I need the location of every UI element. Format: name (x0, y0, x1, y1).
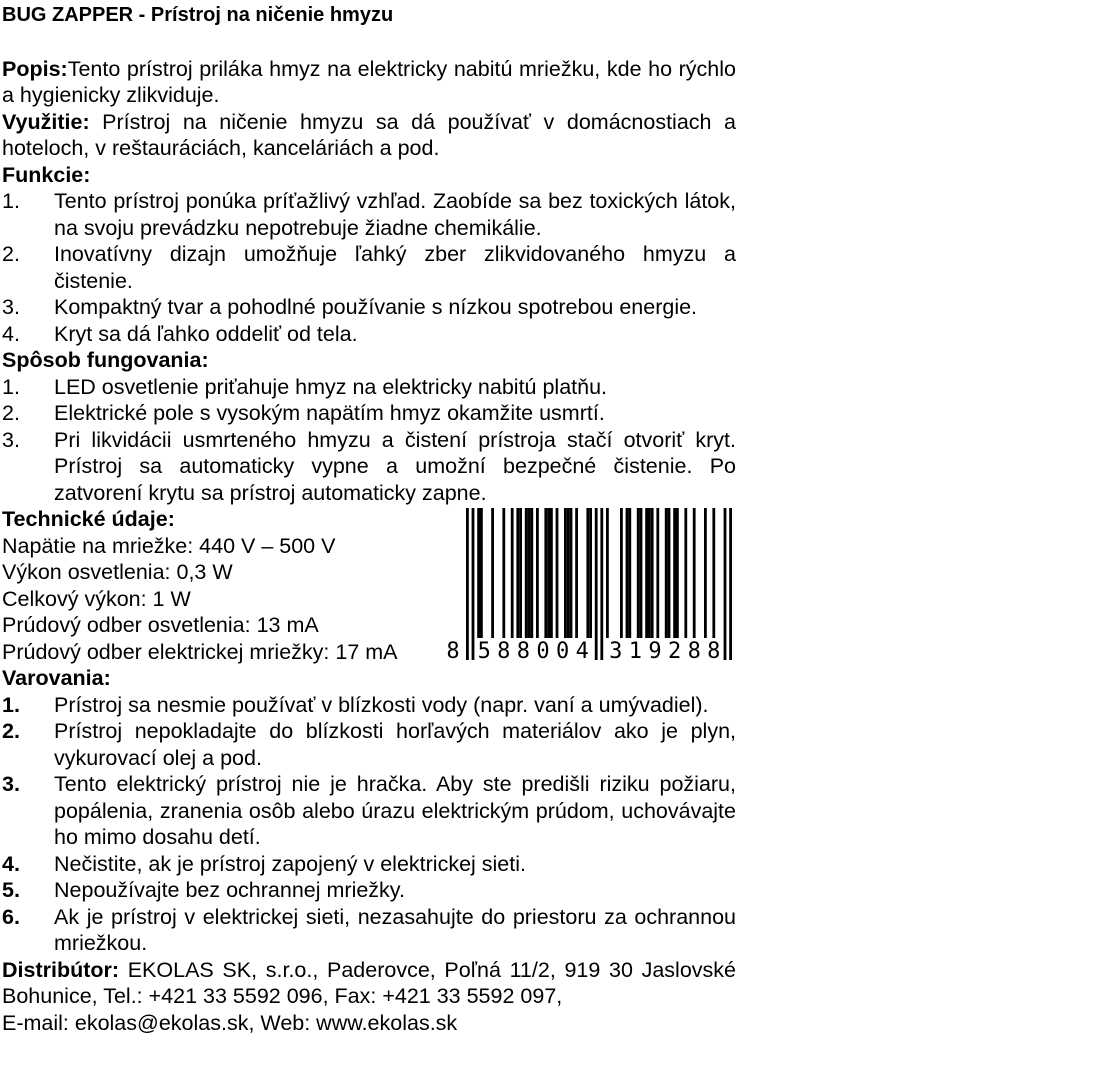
barcode-digit: 5 (477, 639, 491, 664)
varovania-heading: Varovania: (2, 666, 111, 690)
barcode-digit: 4 (575, 639, 589, 664)
barcode-digit: 8 (497, 639, 511, 664)
item-number: 2. (2, 242, 20, 266)
funkcie-list (2, 188, 736, 347)
spec-line: Celkový výkon: 1 W (2, 586, 191, 611)
document (2, 2, 736, 1036)
barcode-bar (626, 508, 629, 638)
barcode-bar (567, 508, 570, 638)
barcode-bar (586, 508, 589, 638)
barcode-guard-bar (600, 508, 603, 660)
barcode-digit: 3 (609, 639, 623, 664)
item-text: Inovatívny dizajn umožňuje ľahký zber zlikvidovaného hmyzu a čistenie. (54, 242, 736, 293)
item-text: Kryt sa dá ľahko oddeliť od tela. (54, 321, 358, 346)
barcode-bar (676, 508, 679, 638)
document-title: BUG ZAPPER - Prístroj na ničenie hmyzu (2, 4, 394, 26)
vyuzitie-paragraph (2, 109, 736, 162)
barcode-bar (528, 508, 531, 638)
list-item (2, 374, 736, 401)
item-text: Tento elektrický prístroj nie je hračka. Aby ste predišli riziku požiaru, popálenia, zranenia osôb alebo úrazu elektrickým prúdom, uchovávajte ho mimo dosahu detí. (54, 772, 736, 849)
item-number: 1. (2, 189, 20, 213)
list-item (2, 877, 736, 904)
item-text: LED osvetlenie priťahuje hmyz na elektricky nabitú platňu. (54, 374, 608, 399)
item-number: 3. (2, 427, 20, 452)
barcode-guard-bar (724, 508, 727, 660)
barcode-bar (564, 508, 567, 638)
barcode-bar (589, 508, 592, 638)
technicke-specs (2, 533, 442, 666)
list-item (2, 241, 736, 294)
barcode-guard-bar (595, 508, 598, 660)
list-item (2, 400, 736, 427)
list-item (2, 321, 736, 348)
item-number: 4. (2, 851, 20, 876)
barcode-digit: 9 (648, 639, 662, 664)
distributor-contact: E-mail: ekolas@ekolas.sk, Web: www.ekolas.sk (2, 1010, 458, 1035)
barcode-digit: 8 (446, 639, 460, 664)
list-item (2, 188, 736, 241)
popis-text: Tento prístroj priláka hmyz na elektricky nabitú mriežku, kde ho rýchlo a hygienicky zlikviduje. (2, 56, 736, 107)
item-number: 6. (2, 904, 20, 929)
item-number: 1. (2, 374, 20, 399)
list-item (2, 904, 736, 957)
item-text: Kompaktný tvar a pohodlné používanie s nízkou spotrebou energie. (54, 295, 698, 319)
barcode-bar (640, 508, 643, 638)
vyuzitie-text: Prístroj na ničenie hmyzu sa dá používať v domácnostiach a hoteloch, v reštauráciách, kanceláriách a pod. (2, 109, 736, 160)
barcode-bar (651, 508, 654, 638)
barcode-bar (656, 508, 659, 638)
varovania-list (2, 692, 736, 957)
item-number: 3. (2, 772, 20, 796)
barcode-guard-bar (729, 508, 732, 660)
sposob-heading: Spôsob fungovania: (2, 348, 209, 372)
barcode-guard-bar (466, 508, 469, 660)
barcode-bar (665, 508, 668, 638)
barcode-bar (684, 508, 687, 638)
list-item (2, 427, 736, 507)
barcode-bar (628, 508, 631, 638)
barcode-bar (556, 508, 559, 638)
barcode-digit: 8 (707, 639, 721, 664)
item-text: Ak je prístroj v elektrickej sieti, nezasahujte do priestoru za ochrannou mriežkou. (54, 904, 736, 955)
barcode-bar (606, 508, 609, 638)
item-number: 2. (2, 401, 20, 425)
list-item (2, 718, 736, 771)
barcode-bar (620, 508, 623, 638)
item-text: Prístroj nepokladajte do blízkosti horľavých materiálov ako je plyn, vykurovací olej a pod. (54, 719, 736, 770)
barcode-digit: 2 (667, 639, 682, 664)
barcode-bar (668, 508, 671, 638)
barcode-bar (570, 508, 573, 638)
barcode-bar (637, 508, 640, 638)
spec-line: Prúdový odber osvetlenia: 13 mA (2, 613, 319, 637)
spec-line: Napätie na mriežke: 440 V – 500 V (2, 533, 336, 558)
barcode-bar (511, 508, 514, 638)
barcode-bar (693, 508, 696, 638)
barcode-bar (516, 508, 519, 638)
barcode-bar (645, 508, 648, 638)
barcode-bar (480, 508, 483, 638)
popis-paragraph (2, 56, 736, 109)
barcode-digit: 8 (516, 639, 531, 664)
barcode-bar (519, 508, 522, 638)
barcode-bar (547, 508, 550, 638)
barcode-bar (477, 508, 480, 638)
barcode-guard-bar (472, 508, 475, 660)
item-number: 4. (2, 321, 20, 346)
spec-line: Prúdový odber elektrickej mriežky: 17 mA (2, 639, 398, 664)
barcode-bar (648, 508, 651, 638)
barcode-digit: 8 (687, 639, 701, 664)
barcode-bar (544, 508, 547, 638)
item-number: 3. (2, 295, 20, 319)
distributor-paragraph (2, 957, 736, 1010)
popis-label: Popis: (2, 56, 68, 81)
item-number: 1. (2, 692, 20, 717)
technical-section (2, 506, 736, 665)
list-item (2, 771, 736, 851)
distributor-label: Distribútor: (2, 957, 120, 982)
barcode-bar (525, 508, 528, 638)
barcode-bar (530, 508, 533, 638)
item-text: Prístroj sa nesmie používať v blízkosti vody (napr. vaní a umývadiel). (54, 692, 709, 717)
spec-line: Výkon osvetlenia: 0,3 W (2, 560, 233, 584)
barcode-digit: 0 (536, 639, 550, 664)
vyuzitie-label: Využitie: (2, 109, 90, 134)
barcode-bar (712, 508, 715, 638)
barcode-digit: 0 (555, 639, 570, 664)
item-text: Tento prístroj ponúka príťažlivý vzhľad. Zaobíde sa bez toxických látok, na svoju prevádzku nepotrebuje žiadne chemikálie. (54, 189, 736, 240)
item-text: Elektrické pole s vysokým napätím hmyz okamžite usmrtí. (54, 401, 605, 425)
item-text: Pri likvidácii usmrteného hmyzu a čistení prístroja stačí otvoriť kryt. Prístroj sa automaticky vypne a umožní bezpečné čistenie. Po zatvorení krytu sa prístroj automaticky zapne. (54, 427, 736, 505)
item-number: 5. (2, 878, 20, 902)
barcode-bar (502, 508, 505, 638)
list-item (2, 692, 736, 719)
barcode-bar (536, 508, 539, 638)
barcode-bar (550, 508, 553, 638)
item-text: Nepoužívajte bez ochrannej mriežky. (54, 878, 405, 902)
barcode-bar (575, 508, 578, 638)
list-item (2, 851, 736, 878)
item-number: 2. (2, 719, 20, 743)
barcode-digit: 1 (628, 639, 643, 664)
list-item (2, 294, 736, 321)
barcode-bar (491, 508, 494, 638)
ean-barcode (444, 508, 734, 666)
barcode-bar (704, 508, 707, 638)
sposob-list (2, 374, 736, 507)
item-text: Nečistite, ak je prístroj zapojený v elektrickej sieti. (54, 851, 526, 876)
barcode-bar (673, 508, 676, 638)
distributor-text: EKOLAS SK, s.r.o., Paderovce, Poľná 11/2, 919 30 Jaslovské Bohunice, Tel.: +421 33 5592 096, Fax: +421 33 5592 097, (2, 957, 736, 1008)
technicke-heading: Technické údaje: (2, 507, 175, 531)
funkcie-heading: Funkcie: (2, 162, 91, 187)
